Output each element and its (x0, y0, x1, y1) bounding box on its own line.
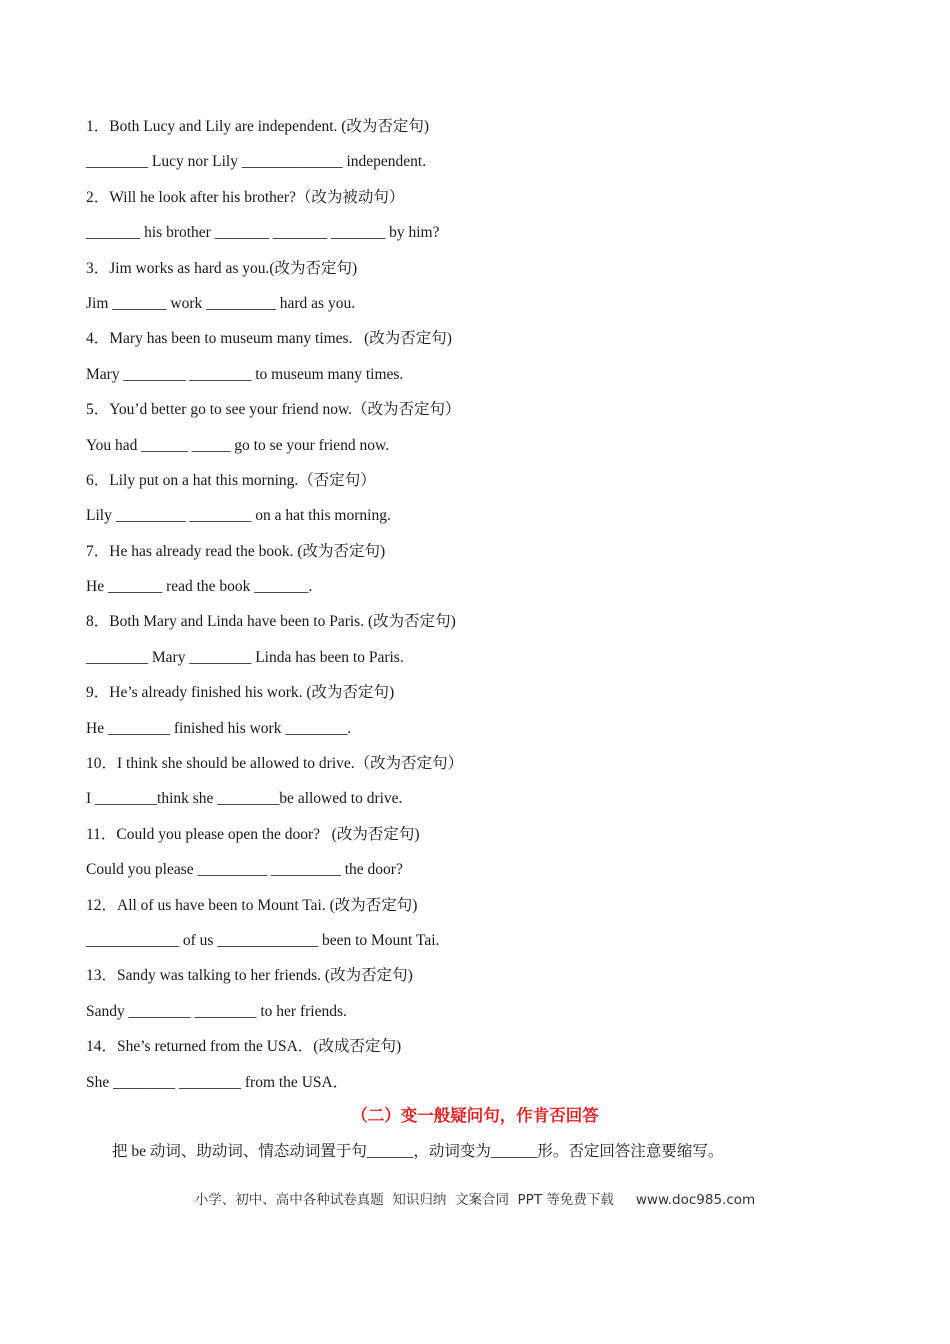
exercise-answer: I ________think she ________be allowed to drive. (86, 790, 403, 808)
exercise-prompt: 1．Both Lucy and Lily are independent. (改为否定句) (86, 118, 430, 135)
exercise-7 (86, 539, 866, 610)
exercise-answer: _______ his brother _______ _______ _______ by him? (86, 224, 440, 242)
exercise-answer: Jim _______ work _________ hard as you. (86, 294, 356, 312)
exercise-answer: Could you please _________ _________ the door? (86, 861, 403, 879)
exercise-prompt: 12．All of us have been to Mount Tai. (改为否定句) (86, 896, 418, 914)
exercise-prompt: 14．She’s returned from the USA．(改成否定句) (86, 1038, 402, 1056)
exercise-answer: ____________ of us _____________ been to Mount Tai. (86, 931, 440, 949)
exercise-answer: He ________ finished his work ________. (86, 719, 352, 737)
exercise-1 (86, 114, 866, 185)
exercise-8 (86, 609, 866, 680)
exercise-4 (86, 326, 866, 397)
exercise-2 (86, 185, 866, 256)
exercise-9 (86, 680, 866, 751)
exercise-12 (86, 893, 866, 964)
exercise-prompt: 3．Jim works as hard as you.(改为否定句) (86, 259, 358, 277)
exercise-5 (86, 397, 866, 468)
exercise-6 (86, 468, 866, 539)
section-title: （二）变一般疑问句，作肯否回答 (351, 1106, 599, 1125)
exercise-prompt: 9．He’s already finished his work. (改为否定句) (86, 684, 395, 702)
exercise-13 (86, 963, 866, 1034)
exercise-prompt: 4．Mary has been to museum many times. (改为否定句) (86, 330, 452, 348)
exercise-answer: He _______ read the book _______. (86, 578, 313, 596)
exercise-answer: ________ Lucy nor Lily _____________ independent. (86, 153, 427, 171)
exercise-list (86, 114, 866, 1105)
page-footer (0, 1188, 950, 1212)
exercise-11 (86, 822, 866, 893)
footer-text: 小学、初中、高中各种试卷真题 知识归纳 文案合同 PPT 等免费下载 (194, 1192, 614, 1208)
exercise-answer: Mary ________ ________ to museum many times. (86, 365, 404, 383)
exercise-prompt: 6．Lily put on a hat this morning.（否定句） (86, 471, 376, 489)
exercise-prompt: 2．Will he look after his brother?（改为被动句） (86, 188, 405, 206)
exercise-3 (86, 256, 866, 327)
exercise-prompt: 13．Sandy was talking to her friends. (改为否定句) (86, 967, 413, 985)
section-instruction: 把 be 动词、助动词、情态动词置于句______，动词变为______形。否定回答注意要缩写。 (112, 1143, 724, 1160)
exercise-prompt: 7．He has already read the book. (改为否定句) (86, 542, 386, 560)
exercise-answer: Sandy ________ ________ to her friends. (86, 1002, 347, 1020)
exercise-10 (86, 751, 866, 822)
exercise-prompt: 10．I think she should be allowed to drive.（改为否定句） (86, 755, 464, 773)
exercise-14 (86, 1034, 866, 1105)
footer-url: www.doc985.com (635, 1192, 756, 1208)
exercise-answer: ________ Mary ________ Linda has been to Paris. (86, 648, 404, 666)
exercise-answer: Lily _________ ________ on a hat this morning. (86, 507, 391, 525)
exercise-prompt: 8．Both Mary and Linda have been to Paris. (改为否定句) (86, 613, 456, 631)
exercise-answer: You had ______ _____ go to se your friend now. (86, 436, 390, 454)
exercise-prompt: 11．Could you please open the door? (改为否定句) (86, 825, 420, 843)
exercise-answer: She ________ ________ from the USA． (86, 1073, 349, 1091)
exercise-prompt: 5．You’d better go to see your friend now.（改为否定句） (86, 401, 461, 419)
